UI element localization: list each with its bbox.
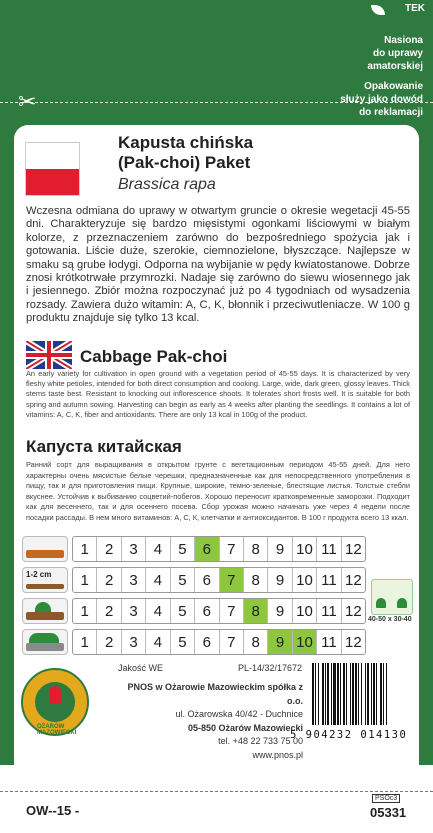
- latin-name: Brassica rapa: [118, 176, 216, 193]
- month-cell: 11: [317, 568, 341, 592]
- polish-flag-icon: [25, 142, 80, 196]
- product-title-en: Cabbage Pak-choi: [80, 347, 228, 366]
- month-cell: 5: [171, 630, 195, 654]
- month-cell: 6: [195, 568, 219, 592]
- months-spacing: [72, 567, 366, 593]
- month-cell: 5: [171, 599, 195, 623]
- month-cell: 7: [220, 599, 244, 623]
- description-pl: Wczesna odmiana do uprawy w otwartym gruncie o okresie wegetacji 45-55 dni. Charakteryzuje się bardzo mięsistymi ogonkami liściowymi w białym kolorze, z przeznaczeniem zarówno do bezpośredniego spożycia jak i gotowania. Liście duże, szerokie, ciemnozielone, błyszczące. Najlepsze w smaku są grube łodygi. Odporna na wybijanie w pędy kwiatostanowe. Dobrze znosi krótkotrwałe przymrozki. Nadaje się zarówno do siewu wiosennego jak i jesiennego. Zbiór można rozpoczynać już po 4 tygodniach od wysadzenia rozsady. Zawiera dużo witamin: A, C, K, błonnik i przeciwutleniacze. W 100 g produktu znajduje się tylko 13 kcal.: [26, 205, 410, 325]
- bottom-strip: [0, 765, 433, 833]
- lot-code: OW--15 -: [26, 803, 80, 818]
- spacing-icon: [371, 579, 413, 615]
- psoc-code: PSOc3: [372, 794, 400, 803]
- planting-icon: [22, 598, 68, 624]
- month-cell: 7: [220, 630, 244, 654]
- month-cell: 3: [122, 537, 146, 561]
- uk-flag-icon: [26, 341, 72, 369]
- packaging-note: Opakowanie służy jako dowód do reklamacji: [340, 81, 423, 118]
- month-cell: 1: [73, 599, 97, 623]
- month-cell: 7: [220, 537, 244, 561]
- amateur-note: Nasiona do uprawy amatorskiej: [367, 35, 423, 72]
- month-cell: 2: [97, 568, 121, 592]
- header-band: [0, 0, 433, 125]
- month-cell: 5: [171, 537, 195, 561]
- month-cell: 11: [317, 630, 341, 654]
- month-cell: 6: [195, 630, 219, 654]
- month-cell: 6: [195, 537, 219, 561]
- month-cell: 4: [146, 630, 170, 654]
- calendar-row-planting: [22, 598, 367, 624]
- description-en: An early variety for cultivation in open ground with a vegetation period of 45-55 days. It is characterized by very fleshy white petioles, intended for both direct consumption and cooking. Large, wide, dark green, glossy leaves. Thick stems taste best. Resistant to knocking out inflorescence shoots. It tolerates short frosts well. It is suitable for both spring and autumn sowing. Harvesting can begin as early as 4 weeks after planting the seedlings. It contains a lot of vitamins: A, C, K, fiber and antioxidants. There are only 13 kcal in 100g of the product.: [26, 369, 410, 419]
- depth-icon: 1-2 cm: [22, 567, 68, 593]
- month-cell: 10: [293, 630, 317, 654]
- sowing-icon: [22, 536, 68, 562]
- month-cell: 1: [73, 568, 97, 592]
- company-address: PNOS w Ożarowie Mazowieckim spółka z o.o. ul. Ożarowska 40/42 - Duchnice 05-850 Ożarów Mazowiecki tel. +48 22 733 75 00 www.pnos.pl: [127, 682, 303, 760]
- barcode-icon: [310, 663, 412, 733]
- month-cell: 9: [268, 537, 292, 561]
- month-cell: 1: [73, 630, 97, 654]
- product-title-pl: Kapusta chińska (Pak-choi) Paket: [118, 133, 254, 172]
- month-cell: 12: [345, 571, 362, 589]
- month-cell: 3: [122, 599, 146, 623]
- leaf-logo-icon: [371, 5, 385, 15]
- cut-line: [0, 102, 433, 103]
- product-title-ru: Капуста китайская: [26, 437, 182, 456]
- brand-small: TEK: [405, 3, 425, 14]
- month-cell: 12: [345, 602, 362, 620]
- month-cell: 2: [97, 630, 121, 654]
- months-harvest: [72, 629, 366, 655]
- month-cell: 9: [268, 599, 292, 623]
- scissors-icon: ✂: [18, 89, 37, 114]
- month-cell: 11: [317, 599, 341, 623]
- calendar-row-spacing: [22, 567, 367, 593]
- month-cell: 8: [244, 630, 268, 654]
- month-cell: 2: [97, 599, 121, 623]
- cut-line-bottom: [0, 791, 433, 792]
- month-cell: 6: [195, 599, 219, 623]
- month-cell: 8: [244, 568, 268, 592]
- spacing-label: 40-50 x 30-40: [368, 616, 412, 623]
- month-cell: 10: [293, 599, 317, 623]
- month-cell: 12: [345, 540, 362, 558]
- harvest-basket-icon: [22, 629, 68, 655]
- months-sowing: [72, 536, 366, 562]
- month-cell: 12: [345, 633, 362, 651]
- month-cell: 4: [146, 599, 170, 623]
- month-cell: 7: [220, 568, 244, 592]
- quality-badge-logo: OŻARÓW MAZOWIECKI: [21, 668, 89, 736]
- month-cell: 10: [293, 537, 317, 561]
- description-ru: Ранний сорт для выращивания в открытом грунте с вегетационным периодом 45-55 дней. Для него характерны очень мясистые белые черешки, предназначенные как для непосредственного употребления в пищу, так и для приготовления пищи. Крупные, широкие, темно-зеленые, блестящие листья. Толстые стебли вкуснее. Устойчив к выбиванию соцветий-побегов. Хорошо переносит кратковременные заморозки. Подходит как для весеннего, так и для осеннего посева. Сбор урожая можно начинать уже через 4 недели после посадки рассады. В нем много витаминов: А, С, К, клетчатки и антиоксидантов. В 100 г продукта всего 13 ккал.: [26, 460, 410, 522]
- month-cell: 10: [293, 568, 317, 592]
- month-cell: 9: [268, 630, 292, 654]
- product-number: 05331: [370, 805, 407, 820]
- month-cell: 4: [146, 568, 170, 592]
- pl-code: PL-14/32/17672: [238, 663, 303, 673]
- month-cell: 2: [97, 537, 121, 561]
- ean-number: 5 904232 014130: [290, 729, 408, 741]
- month-cell: 11: [317, 537, 341, 561]
- month-cell: 3: [122, 630, 146, 654]
- month-cell: 8: [244, 599, 268, 623]
- calendar-row-sowing: [22, 536, 367, 562]
- month-cell: 4: [146, 537, 170, 561]
- month-cell: 9: [268, 568, 292, 592]
- month-cell: 1: [73, 537, 97, 561]
- months-planting: [72, 598, 366, 624]
- month-cell: 5: [171, 568, 195, 592]
- month-cell: 3: [122, 568, 146, 592]
- month-cell: 8: [244, 537, 268, 561]
- calendar-row-harvest: [22, 629, 367, 655]
- quality-label: Jakość WE: [118, 663, 164, 673]
